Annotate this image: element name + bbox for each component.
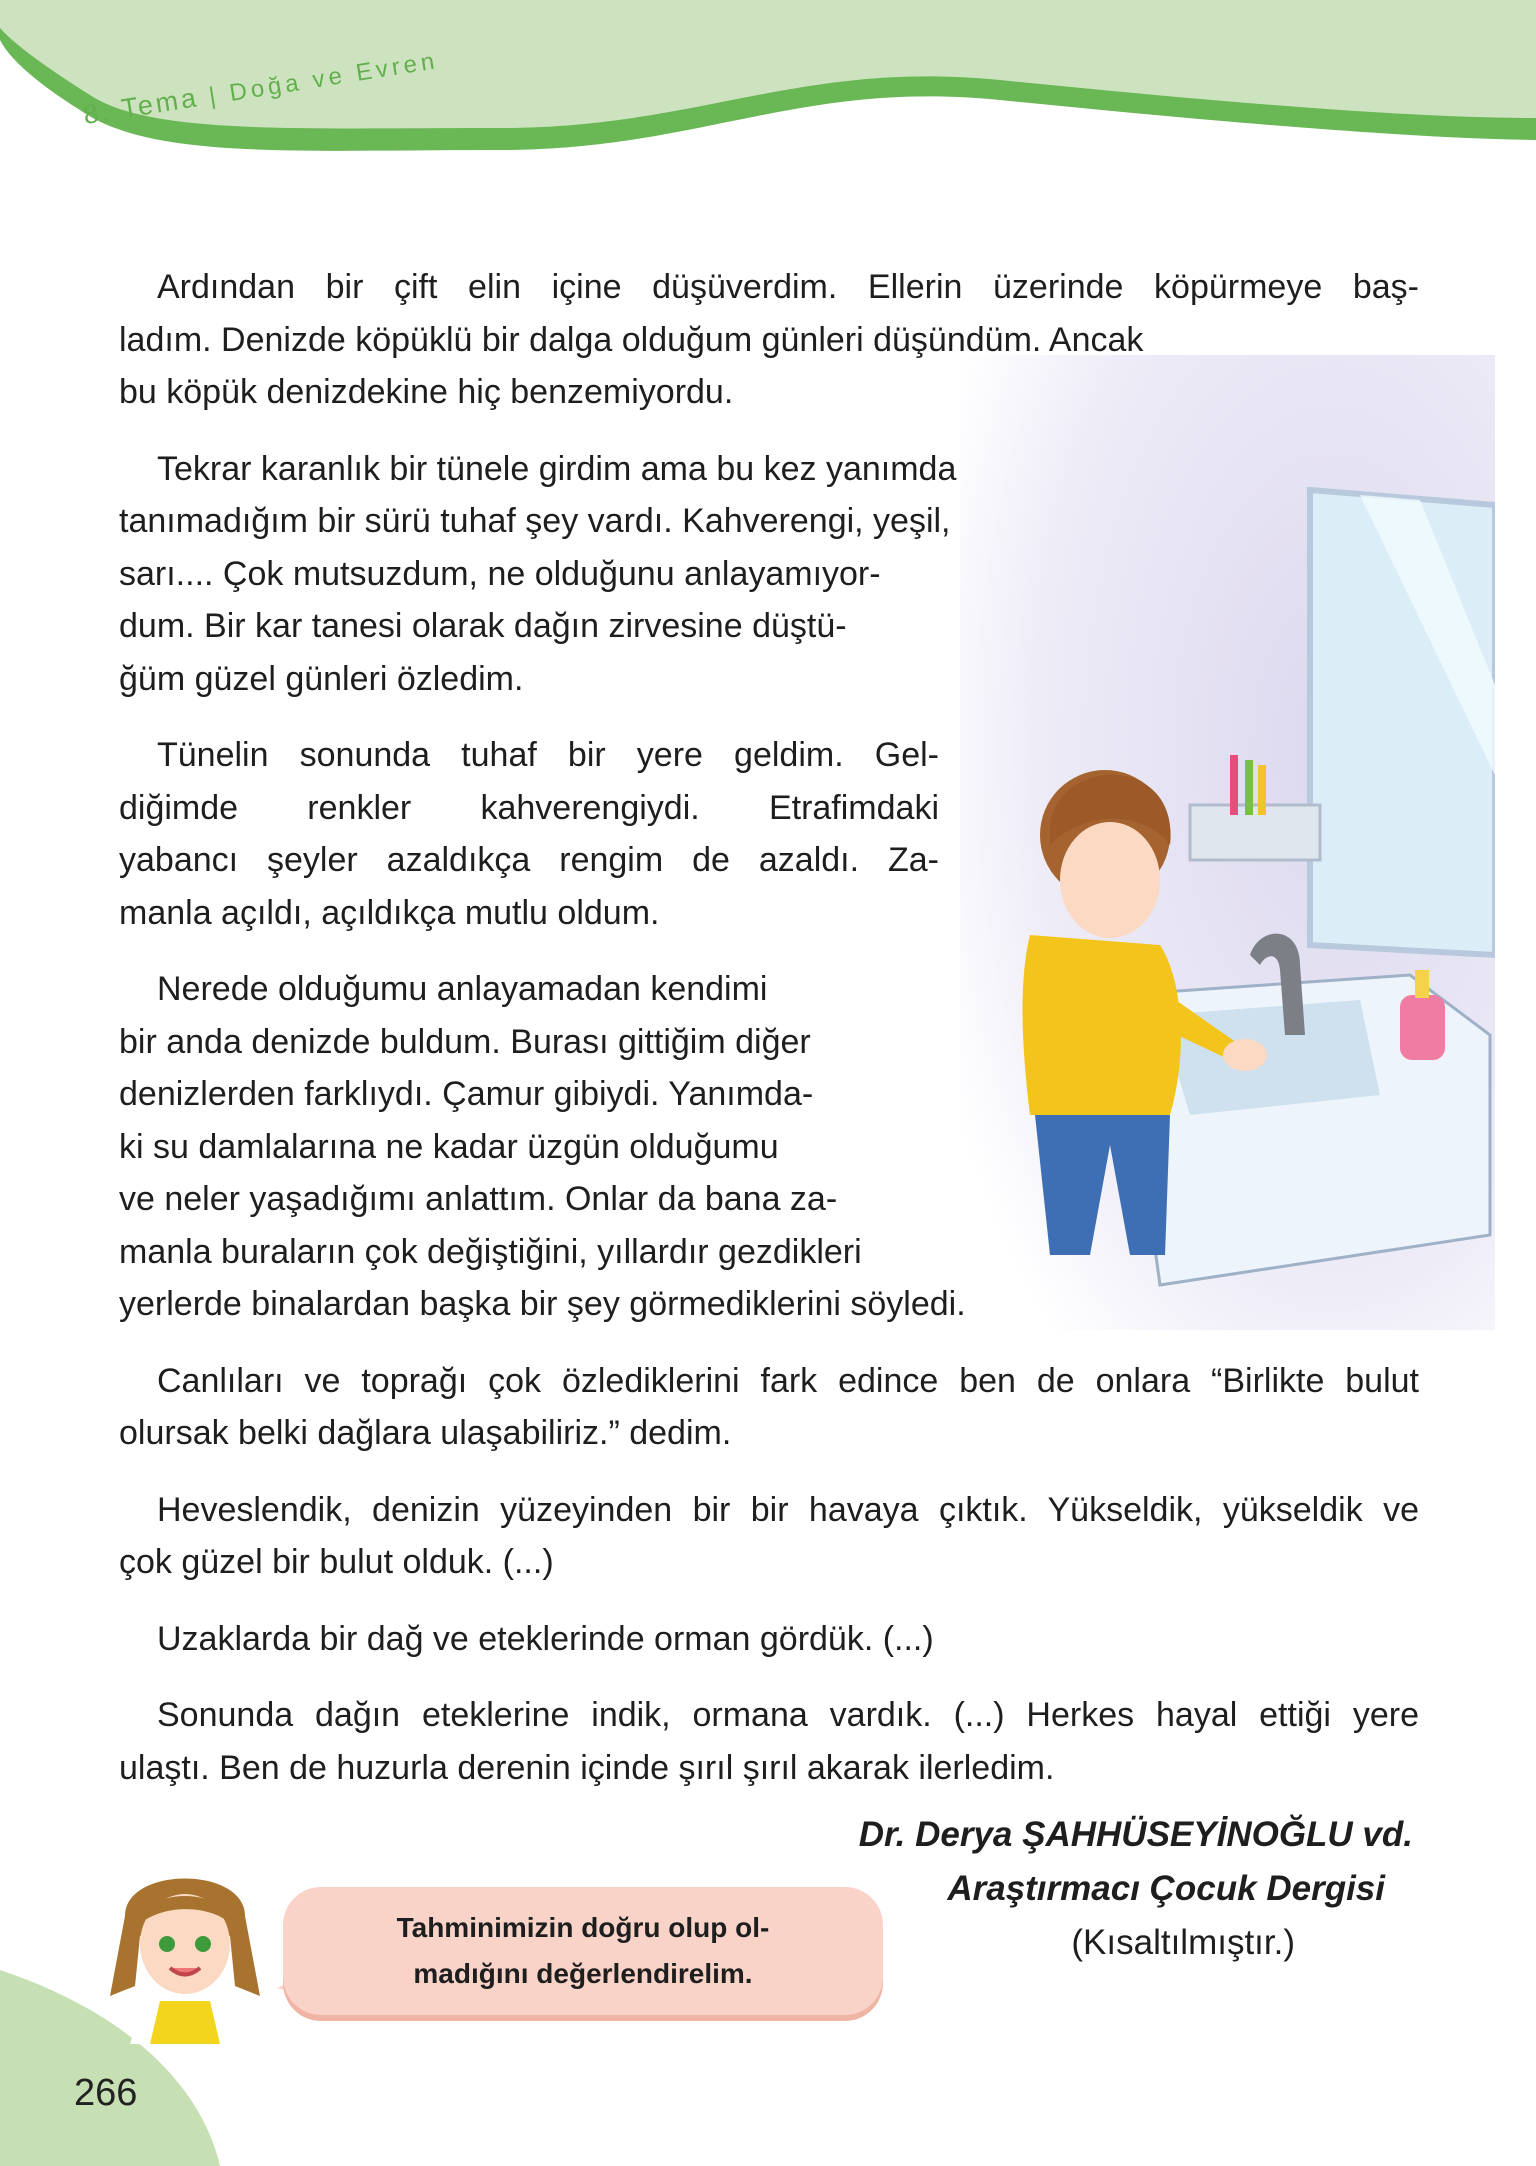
text-line: bu köpük denizdekine hiç benzemiyordu. <box>119 373 734 411</box>
source-details <box>885 1862 1419 1970</box>
text-line: Tünelin sonunda tuhaf bir yere geldim. Gel- <box>157 736 939 774</box>
text-line: sarı.... Çok mutsuzdum, ne olduğunu anlayamıyor- <box>119 554 881 593</box>
paragraph <box>119 443 1119 706</box>
speech-area <box>105 1862 885 2042</box>
text-line: manla açıldı, açıldıkça mutlu oldum. <box>119 893 660 932</box>
text-line: ulaştı. Ben de huzurla derenin içinde şırıl şırıl akarak ilerledim. <box>119 1748 1055 1787</box>
bubble-text-line: Tahminimizin doğru olup ol- <box>396 1912 770 1943</box>
source-author: Dr. Derya ŞAHHÜSEYİNOĞLU vd. <box>858 1815 1413 1854</box>
paragraph <box>119 1689 1419 1794</box>
paragraph <box>119 729 939 939</box>
paragraph <box>119 1355 1419 1460</box>
text-line: Uzaklarda bir dağ ve eteklerinde orman gördük. (...) <box>157 1619 934 1658</box>
text-line: ğüm güzel günleri özledim. <box>119 659 524 698</box>
theme-number: 8. Tema <box>81 82 201 131</box>
text-line: ki su damlalarına ne kadar üzgün olduğumu <box>119 1127 779 1166</box>
text-line: tanımadığım bir sürü tuhaf şey vardı. Kahverengi, yeşil, <box>119 502 951 540</box>
source-note: (Kısaltılmıştır.) <box>1071 1923 1295 1962</box>
text-line: yabancı şeyler azaldıkça rengim de azaldı. Za- <box>119 841 939 879</box>
bubble-text-line: madığını değerlendirelim. <box>413 1958 753 1989</box>
page-number: 266 <box>74 2072 138 2114</box>
paragraph <box>119 1484 1419 1589</box>
text-line: Heveslendik, denizin yüzeyinden bir bir havaya çıktık. Yükseldik, yükseldik ve <box>157 1490 1419 1529</box>
text-line: diğimde renkler kahverengiydi. Etrafimdaki <box>119 788 939 827</box>
text-line: Sonunda dağın eteklerine indik, ormana vardık. (...) Herkes hayal ettiği yere <box>157 1696 1419 1734</box>
main-content <box>119 261 1419 2042</box>
text-line: çok güzel bir bulut olduk. (...) <box>119 1543 554 1581</box>
paragraph <box>119 963 1019 1331</box>
girl-character-icon <box>105 1866 265 2044</box>
text-line: Ardından bir çift elin içine düşüverdim. Ellerin üzerinde köpürmeye baş- <box>157 268 1419 306</box>
text-line: ladım. Denizde köpüklü bir dalga olduğum günleri düşündüm. Ancak <box>119 320 1144 359</box>
text-line: bir anda denizde buldum. Burası gittiğim diğer <box>119 1022 811 1061</box>
speech-bubble <box>283 1887 883 2015</box>
text-line: Nerede olduğumu anlayamadan kendimi <box>157 970 768 1008</box>
paragraph <box>119 1613 1419 1666</box>
paragraph <box>119 261 1419 419</box>
text-line: denizlerden farklıydı. Çamur gibiydi. Yanımda- <box>119 1075 814 1113</box>
text-line: yerlerde binalardan başka bir şey görmediklerini söyledi. <box>119 1285 966 1323</box>
bottom-row <box>119 1862 1419 2042</box>
text-line: dum. Bir kar tanesi olarak dağın zirvesine düştü- <box>119 607 847 645</box>
theme-separator: | <box>207 81 222 111</box>
text-line: ve neler yaşadığımı anlattım. Onlar da bana za- <box>119 1180 838 1218</box>
text-line: Canlıları ve toprağı çok özlediklerini fark edince ben de onlara “Birlikte bulut <box>157 1361 1419 1400</box>
source-publication: Araştırmacı Çocuk Dergisi <box>947 1869 1385 1908</box>
theme-name: Doğa ve Evren <box>227 47 441 107</box>
text-line: manla buraların çok değiştiğini, yıllardır gezdikleri <box>119 1232 862 1271</box>
text-line: Tekrar karanlık bir tünele girdim ama bu kez yanımda <box>157 449 957 488</box>
text-line: olursak belki dağlara ulaşabiliriz.” dedim. <box>119 1414 732 1452</box>
